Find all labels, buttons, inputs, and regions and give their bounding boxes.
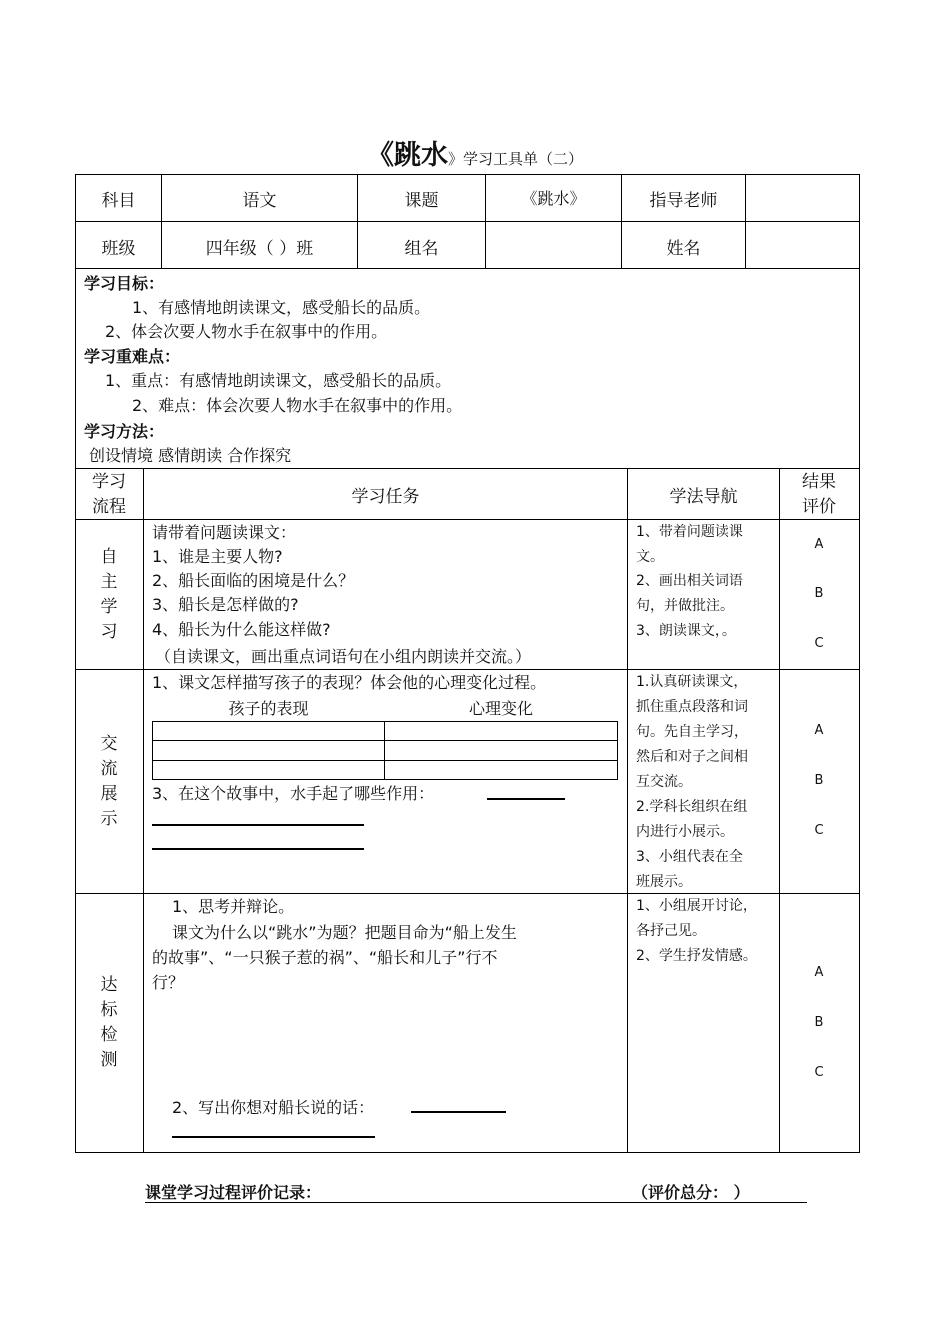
col-header-result: 结果 评价	[802, 472, 836, 517]
methods-text: 创设情境 感情朗读 合作探究	[89, 446, 292, 465]
title-rest: 》学习工具单（二）	[447, 150, 583, 168]
key-point-item: 1、重点：有感情地朗读课文，感受船长的品质。	[105, 371, 452, 390]
inner-table-input-cell[interactable]	[385, 741, 617, 760]
inner-table-input-cell[interactable]	[153, 741, 384, 760]
flow-test: 达 标 检 测	[100, 975, 118, 1070]
inner-table-input-cell[interactable]	[385, 761, 617, 779]
col-header-task: 学习任务	[351, 487, 420, 507]
grade-b: B	[814, 1015, 824, 1030]
footer-score: （评价总分： ）	[632, 1183, 750, 1202]
key-points-label: 学习重难点：	[84, 347, 181, 366]
grade-a: A	[814, 965, 824, 980]
col-header-flow: 学习 流程	[92, 472, 126, 517]
name-label: 姓名	[666, 239, 701, 259]
title-main: 《跳水	[366, 140, 448, 171]
topic-label: 课题	[404, 191, 439, 211]
goals-label: 学习目标：	[84, 274, 165, 293]
grade-a: A	[814, 537, 824, 552]
exchange-question-3: 3、在这个故事中，水手起了哪些作用：	[152, 784, 435, 803]
answer-blank[interactable]	[152, 824, 364, 826]
topic-value: 《跳水》	[521, 189, 586, 208]
answer-blank[interactable]	[411, 1111, 506, 1113]
subject-label: 科目	[101, 191, 136, 211]
grade-c: C	[814, 823, 824, 838]
flow-self: 自 主 学 习	[100, 547, 118, 642]
answer-blank[interactable]	[152, 848, 364, 850]
flow-exchange: 交 流 展 示	[100, 734, 118, 829]
answer-area[interactable]	[152, 998, 618, 1088]
subject-value: 语文	[242, 191, 277, 211]
key-point-item: 2、难点：体会次要人物水手在叙事中的作用。	[132, 396, 463, 415]
footer-label: 课堂学习过程评价记录：	[145, 1183, 322, 1202]
class-label: 班级	[101, 239, 136, 259]
methods-label: 学习方法：	[84, 422, 165, 441]
class-value: 四年级（ ）班	[205, 239, 314, 259]
col-header-guide: 学法导航	[669, 487, 738, 507]
grade-c: C	[814, 1065, 824, 1080]
inner-header-mind: 心理变化	[468, 699, 533, 718]
footer-underline	[145, 1202, 807, 1203]
grade-a: A	[814, 723, 824, 738]
grade-b: B	[814, 773, 824, 788]
teacher-label: 指导老师	[649, 191, 718, 211]
test-question-1-title: 1、思考并辩论。	[172, 897, 295, 916]
goal-item: 1、有感情地朗读课文，感受船长的品质。	[132, 298, 431, 317]
group-label: 组名	[404, 239, 439, 259]
answer-blank[interactable]	[172, 1136, 375, 1138]
inner-header-behavior: 孩子的表现	[228, 699, 309, 718]
grade-c: C	[814, 636, 824, 651]
inner-table-input-cell[interactable]	[153, 761, 384, 779]
answer-blank[interactable]	[487, 798, 565, 800]
test-question-2: 2、写出你想对船长说的话：	[172, 1098, 375, 1117]
goal-item: 2、体会次要人物水手在叙事中的作用。	[105, 322, 388, 341]
page-title	[0, 133, 950, 172]
exchange-question-1: 1、课文怎样描写孩子的表现？体会他的心理变化过程。	[152, 673, 547, 692]
grade-b: B	[814, 586, 824, 601]
